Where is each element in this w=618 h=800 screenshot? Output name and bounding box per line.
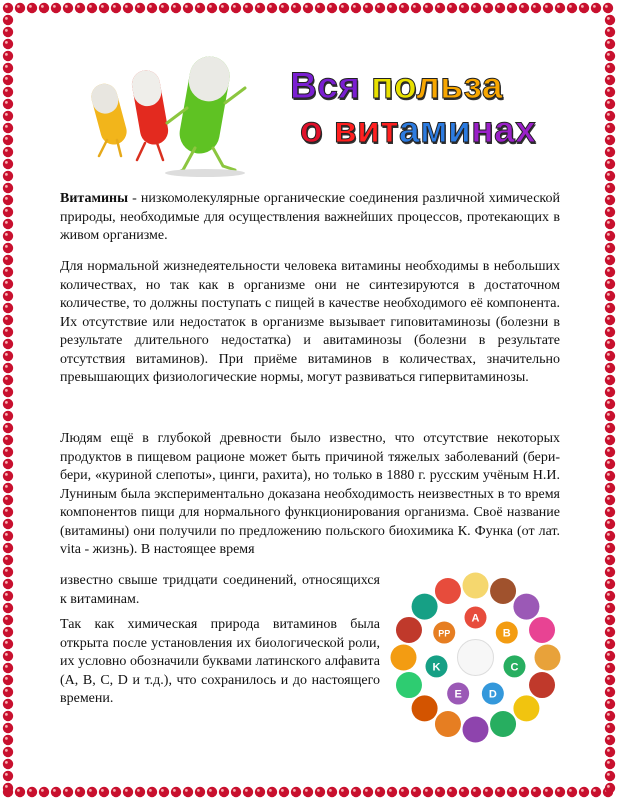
food-item <box>463 573 489 599</box>
food-item <box>490 711 516 737</box>
vitamin-letter: C <box>510 661 519 674</box>
vitamin-letter: E <box>454 688 462 701</box>
food-item <box>529 672 555 698</box>
title-segment <box>360 65 371 106</box>
vitamin-letter: K <box>432 661 441 674</box>
wheel-center <box>458 640 494 676</box>
title-segment: по <box>371 65 417 106</box>
food-item <box>396 617 422 643</box>
vitamin-letter: PP <box>438 628 451 639</box>
food-item <box>490 578 516 604</box>
page-title <box>290 64 580 152</box>
food-item <box>391 645 417 671</box>
title-segment: ами <box>399 109 472 150</box>
title-segment: льза <box>416 65 503 106</box>
vitamin-letter: D <box>488 688 497 701</box>
title-line-1 <box>290 64 580 108</box>
paragraph-naming: Так как химическая природа витаминов была открыта после установления их биологической роли, их условно обозначили буквами латинского алфавита (А, В, С, D и т.д.), что сохранилось и до настоящего времени. <box>60 617 380 706</box>
food-item <box>513 594 539 620</box>
vitamin-letter: B <box>502 627 511 640</box>
food-item <box>513 695 539 721</box>
title-line-2 <box>290 108 580 152</box>
paragraph-history-continued: известно свыше тридцати соединений, относящихся к витаминам. <box>60 573 380 607</box>
paragraph-definition <box>60 190 560 246</box>
title-segment: вит <box>333 109 400 150</box>
food-item <box>412 594 438 620</box>
bold-term: Витамины <box>60 191 129 206</box>
title-segment: Вся <box>290 65 361 106</box>
vitamin-letter: A <box>471 612 480 625</box>
title-segment: нах <box>471 109 537 150</box>
vitamin-food-wheel-image <box>383 565 568 750</box>
paragraph-importance: Для нормальной жизнедеятельности человека витамины необходимы в небольших количествах, но так как в организме они не синтезируются в достаточном количестве, то должны поступать с пищей в качестве необходимого её компонента. Их отсутствие или недостаток в организме вызывает гиповитаминозы (болезни в результате длительного недостатка) и авитаминозы (болезни в результате отсутствия витаминов). При приёме витаминов в количествах, значительно превышающих физиологические нормы, могут развиваться гипервитаминозы. <box>60 259 560 385</box>
food-item <box>535 645 561 671</box>
walking-pills-illustration <box>55 48 285 183</box>
food-item <box>396 672 422 698</box>
food-item <box>463 717 489 743</box>
definition-text: - низкомолекулярные органические соединения различной химической природы, необходимые для осуществления важнейших процессов, протекающих в живом организме. <box>60 191 560 243</box>
food-item <box>435 711 461 737</box>
food-item <box>412 695 438 721</box>
paragraph-history: Людям ещё в глубокой древности было известно, что отсутствие некоторых продуктов в пищевом рационе может быть причиной тяжелых заболеваний (бери-бери, «куриной слепоты», цинги, рахита), но только в 1880 г. русским учёным Н.И. Луниным была экспериментально доказана необходимость неизвестных в то время компонентов пищи для нормального функционирования организма. Своё название (витамины) они получили по предложению польского биохимика К. Функа (от лат. vita - жизнь). В настоящее время <box>60 431 560 557</box>
food-item <box>529 617 555 643</box>
title-segment: о <box>300 109 334 150</box>
food-item <box>435 578 461 604</box>
